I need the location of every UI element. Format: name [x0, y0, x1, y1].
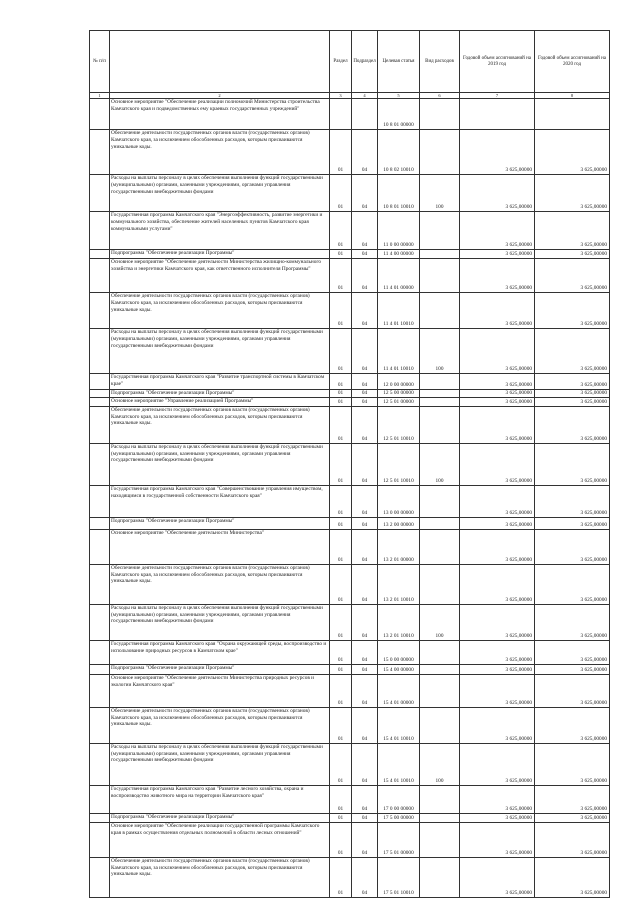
expense-type-cell: 100: [420, 743, 460, 785]
row-description: Основное мероприятие "Управление реализацией Программы": [110, 397, 330, 406]
amount-2020-cell: 3 625,00000: [535, 397, 610, 406]
amount-2020-cell: 3 625,00000: [535, 212, 610, 250]
amount-2019-cell: 3 625,00000: [460, 390, 535, 398]
target-article-cell: 10 8 01 00000: [378, 99, 420, 130]
row-description: Обеспечение деятельности государственных органов власти (государственных органов) Камчатского края, за исключением обособленных расходов, которым присваиваются уникальные коды.: [110, 406, 330, 443]
amount-2020-cell: [535, 99, 610, 130]
amount-2019-cell: 3 625,00000: [460, 664, 535, 674]
row-number-cell: [90, 664, 110, 674]
header-section: Раздел: [330, 31, 352, 93]
table-row: [90, 857, 610, 897]
row-description: Подпрограмма "Обеспечение реализации Программы": [110, 390, 330, 398]
index-cell: 4: [352, 93, 378, 99]
row-description: Основное мероприятие "Обеспечение деятельности Министерства природных ресурсов и экологии Камчатского края": [110, 674, 330, 707]
amount-2020-cell: 3 625,00000: [535, 564, 610, 604]
header-subsection: Подраздел: [352, 31, 378, 93]
amount-2019-cell: 3 625,00000: [460, 293, 535, 329]
amount-2019-cell: 3 625,00000: [460, 259, 535, 293]
amount-2019-cell: 3 625,00000: [460, 397, 535, 406]
amount-2019-cell: 3 625,00000: [460, 743, 535, 785]
subsection-cell: 04: [352, 604, 378, 640]
amount-2019-cell: [460, 99, 535, 130]
expense-type-cell: [420, 822, 460, 857]
row-number-cell: [90, 99, 110, 130]
expense-type-cell: [420, 374, 460, 390]
amount-2019-cell: 3 625,00000: [460, 130, 535, 175]
amount-2019-cell: 3 625,00000: [460, 604, 535, 640]
subsection-cell: 04: [352, 822, 378, 857]
table-row: [90, 329, 610, 374]
target-article-cell: 15 4 01 10010: [378, 707, 420, 743]
subsection-cell: 04: [352, 250, 378, 259]
amount-2020-cell: 3 625,00000: [535, 485, 610, 517]
target-article-cell: 13 2 01 10010: [378, 604, 420, 640]
table-row: [90, 640, 610, 664]
target-article-cell: 17 5 01 10010: [378, 857, 420, 897]
row-description: Основное мероприятие "Обеспечение деятельности Министерства жилищно-коммунального хозяйства и энергетики Камчатского края, как ответственного исполнителя Программы": [110, 259, 330, 293]
section-cell: 01: [330, 674, 352, 707]
target-article-cell: 13 0 00 00000: [378, 485, 420, 517]
amount-2019-cell: 3 625,00000: [460, 857, 535, 897]
table-row: [90, 390, 610, 398]
amount-2019-cell: 3 625,00000: [460, 212, 535, 250]
amount-2020-cell: 3 625,00000: [535, 390, 610, 398]
subsection-cell: 04: [352, 674, 378, 707]
amount-2019-cell: 3 625,00000: [460, 707, 535, 743]
table-row: [90, 664, 610, 674]
target-article-cell: 12 0 00 00000: [378, 374, 420, 390]
expense-type-cell: [420, 640, 460, 664]
amount-2019-cell: 3 625,00000: [460, 485, 535, 517]
target-article-cell: 11 4 00 00000: [378, 250, 420, 259]
row-description: Подпрограмма "Обеспечение реализации Программы": [110, 250, 330, 259]
section-cell: 01: [330, 443, 352, 485]
target-article-cell: 11 4 01 00000: [378, 259, 420, 293]
table-row: [90, 529, 610, 564]
amount-2019-cell: 3 625,00000: [460, 374, 535, 390]
row-description: Государственная программа Камчатского края "Энергоэффективность, развитие энергетики и коммунального хозяйства, обеспечение жителей населенных пунктов Камчатского края коммунальными услугами": [110, 212, 330, 250]
table-row: [90, 564, 610, 604]
amount-2019-cell: 3 625,00000: [460, 329, 535, 374]
row-number-cell: [90, 604, 110, 640]
target-article-cell: 12 5 01 10010: [378, 406, 420, 443]
index-cell: 8: [535, 93, 610, 99]
subsection-cell: 04: [352, 529, 378, 564]
section-cell: 01: [330, 250, 352, 259]
section-cell: 01: [330, 329, 352, 374]
row-number-cell: [90, 175, 110, 212]
target-article-cell: 15 4 01 00000: [378, 674, 420, 707]
amount-2020-cell: 3 625,00000: [535, 707, 610, 743]
amount-2019-cell: 3 625,00000: [460, 640, 535, 664]
target-article-cell: 10 8 02 10010: [378, 130, 420, 175]
table-row: [90, 822, 610, 857]
subsection-cell: 04: [352, 130, 378, 175]
section-cell: 01: [330, 175, 352, 212]
section-cell: 01: [330, 374, 352, 390]
amount-2019-cell: 3 625,00000: [460, 785, 535, 813]
row-description: Расходы на выплаты персоналу в целях обеспечения выполнения функций государственными (муниципальными) органами, казенными учреждениями, органами управления государственными внебюджетными фондами: [110, 743, 330, 785]
table-row: [90, 443, 610, 485]
section-cell: 01: [330, 293, 352, 329]
subsection-cell: 04: [352, 374, 378, 390]
amount-2020-cell: 3 625,00000: [535, 443, 610, 485]
amount-2020-cell: 3 625,00000: [535, 664, 610, 674]
table-row: [90, 99, 610, 130]
amount-2019-cell: 3 625,00000: [460, 529, 535, 564]
amount-2020-cell: 3 625,00000: [535, 259, 610, 293]
subsection-cell: 04: [352, 175, 378, 212]
target-article-cell: 11 4 01 10010: [378, 329, 420, 374]
subsection-cell: 04: [352, 443, 378, 485]
header-expense-type: Вид расходов: [420, 31, 460, 93]
table-row: [90, 785, 610, 813]
amount-2020-cell: 3 625,00000: [535, 329, 610, 374]
expense-type-cell: 100: [420, 329, 460, 374]
amount-2020-cell: 3 625,00000: [535, 406, 610, 443]
target-article-cell: 13 2 01 10010: [378, 564, 420, 604]
section-cell: [330, 99, 352, 130]
index-cell: 3: [330, 93, 352, 99]
index-cell: 2: [110, 93, 330, 99]
row-description: Обеспечение деятельности государственных органов власти (государственных органов) Камчатского края, за исключением обособленных расходов, которым присваиваются уникальные коды.: [110, 130, 330, 175]
amount-2020-cell: 3 625,00000: [535, 857, 610, 897]
target-article-cell: 15 0 00 00000: [378, 640, 420, 664]
expense-type-cell: [420, 517, 460, 529]
amount-2020-cell: 3 625,00000: [535, 674, 610, 707]
section-cell: 01: [330, 517, 352, 529]
row-description: Государственная программа Камчатского края "Развитие лесного хозяйства, охрана и воспроизводство животного мира на территории Камчатского края": [110, 785, 330, 813]
target-article-cell: 12 5 00 00000: [378, 390, 420, 398]
table-row: [90, 485, 610, 517]
row-description: Подпрограмма "Обеспечение реализации Программы": [110, 664, 330, 674]
amount-2020-cell: 3 625,00000: [535, 604, 610, 640]
row-number-cell: [90, 707, 110, 743]
expense-type-cell: [420, 813, 460, 822]
section-cell: 01: [330, 604, 352, 640]
target-article-cell: 12 5 01 00000: [378, 397, 420, 406]
section-cell: 01: [330, 130, 352, 175]
row-description: Обеспечение деятельности государственных органов власти (государственных органов) Камчатского края, за исключением обособленных расходов, которым присваиваются уникальные коды.: [110, 857, 330, 897]
row-description: Государственная программа Камчатского края "Совершенствование управления имуществом, находящимся в государственной собственности Камчатского края": [110, 485, 330, 517]
target-article-cell: 17 0 00 00000: [378, 785, 420, 813]
expense-type-cell: [420, 130, 460, 175]
table-row: [90, 259, 610, 293]
row-number-cell: [90, 517, 110, 529]
header-target: Целевая статья: [378, 31, 420, 93]
row-number-cell: [90, 529, 110, 564]
row-number-cell: [90, 259, 110, 293]
amount-2020-cell: 3 625,00000: [535, 743, 610, 785]
subsection-cell: 04: [352, 259, 378, 293]
amount-2019-cell: 3 625,00000: [460, 813, 535, 822]
amount-2019-cell: 3 625,00000: [460, 250, 535, 259]
table-row: [90, 707, 610, 743]
row-number-cell: [90, 390, 110, 398]
subsection-cell: 04: [352, 813, 378, 822]
amount-2020-cell: 3 625,00000: [535, 785, 610, 813]
section-cell: 01: [330, 664, 352, 674]
subsection-cell: 04: [352, 406, 378, 443]
row-description: Обеспечение деятельности государственных органов власти (государственных органов) Камчатского края, за исключением обособленных расходов, которым присваиваются уникальные коды.: [110, 293, 330, 329]
target-article-cell: 15 4 01 10010: [378, 743, 420, 785]
row-description: Расходы на выплаты персоналу в целях обеспечения выполнения функций государственными (муниципальными) органами, казенными учреждениями, органами управления государственными внебюджетными фондами: [110, 604, 330, 640]
section-cell: 01: [330, 822, 352, 857]
row-number-cell: [90, 813, 110, 822]
expense-type-cell: 100: [420, 175, 460, 212]
row-description: Государственная программа Камчатского края "Охрана окружающей среды, воспроизводство и использование природных ресурсов в Камчатском крае": [110, 640, 330, 664]
row-description: Обеспечение деятельности государственных органов власти (государственных органов) Камчатского края, за исключением обособленных расходов, которым присваиваются уникальные коды.: [110, 707, 330, 743]
row-number-cell: [90, 293, 110, 329]
header-no: № п/п: [90, 31, 110, 93]
row-number-cell: [90, 250, 110, 259]
section-cell: 01: [330, 785, 352, 813]
subsection-cell: 04: [352, 212, 378, 250]
section-cell: 01: [330, 397, 352, 406]
row-description: Основное мероприятие "Обеспечение реализации полномочий Министерства строительства Камчатского края и подведомственных ему краевых государственных учреждений": [110, 99, 330, 130]
expense-type-cell: [420, 293, 460, 329]
section-cell: 01: [330, 743, 352, 785]
amount-2019-cell: 3 625,00000: [460, 674, 535, 707]
amount-2019-cell: 3 625,00000: [460, 406, 535, 443]
subsection-cell: 04: [352, 664, 378, 674]
subsection-cell: 04: [352, 640, 378, 664]
row-number-cell: [90, 822, 110, 857]
row-number-cell: [90, 406, 110, 443]
section-cell: 01: [330, 259, 352, 293]
amount-2019-cell: 3 625,00000: [460, 175, 535, 212]
row-number-cell: [90, 130, 110, 175]
section-cell: 01: [330, 564, 352, 604]
target-article-cell: 17 5 01 00000: [378, 822, 420, 857]
subsection-cell: 04: [352, 564, 378, 604]
table-row: [90, 250, 610, 259]
expense-type-cell: [420, 397, 460, 406]
row-description: Подпрограмма "Обеспечение реализации Программы": [110, 813, 330, 822]
row-number-cell: [90, 785, 110, 813]
expense-type-cell: [420, 674, 460, 707]
amount-2020-cell: 3 625,00000: [535, 640, 610, 664]
table-row: [90, 406, 610, 443]
index-cell: 5: [378, 93, 420, 99]
expense-type-cell: [420, 406, 460, 443]
section-cell: 01: [330, 390, 352, 398]
section-cell: 01: [330, 406, 352, 443]
amount-2020-cell: 3 625,00000: [535, 822, 610, 857]
table-row: [90, 175, 610, 212]
table-row: [90, 374, 610, 390]
row-number-cell: [90, 857, 110, 897]
row-number-cell: [90, 329, 110, 374]
row-number-cell: [90, 674, 110, 707]
target-article-cell: 11 4 01 10010: [378, 293, 420, 329]
amount-2020-cell: 3 625,00000: [535, 529, 610, 564]
amount-2019-cell: 3 625,00000: [460, 517, 535, 529]
subsection-cell: 04: [352, 329, 378, 374]
table-row: [90, 813, 610, 822]
amount-2019-cell: 3 625,00000: [460, 443, 535, 485]
row-number-cell: [90, 564, 110, 604]
expense-type-cell: 100: [420, 443, 460, 485]
table-row: [90, 212, 610, 250]
subsection-cell: 04: [352, 517, 378, 529]
header-name: [110, 31, 330, 93]
row-number-cell: [90, 485, 110, 517]
row-description: Обеспечение деятельности государственных органов власти (государственных органов) Камчатского края, за исключением обособленных расходов, которым присваиваются уникальные коды.: [110, 564, 330, 604]
expense-type-cell: [420, 857, 460, 897]
subsection-cell: 04: [352, 397, 378, 406]
subsection-cell: 04: [352, 485, 378, 517]
expense-type-cell: [420, 785, 460, 813]
target-article-cell: 17 5 00 00000: [378, 813, 420, 822]
section-cell: 01: [330, 529, 352, 564]
row-number-cell: [90, 640, 110, 664]
target-article-cell: 13 2 01 00000: [378, 529, 420, 564]
section-cell: 01: [330, 707, 352, 743]
target-article-cell: 10 8 01 10010: [378, 175, 420, 212]
amount-2020-cell: 3 625,00000: [535, 250, 610, 259]
target-article-cell: 11 0 00 00000: [378, 212, 420, 250]
amount-2019-cell: 3 625,00000: [460, 564, 535, 604]
table-row: [90, 743, 610, 785]
target-article-cell: 15 4 00 00000: [378, 664, 420, 674]
expense-type-cell: [420, 664, 460, 674]
amount-2019-cell: 3 625,00000: [460, 822, 535, 857]
expense-type-cell: 100: [420, 604, 460, 640]
section-cell: 01: [330, 640, 352, 664]
amount-2020-cell: 3 625,00000: [535, 175, 610, 212]
row-description: Подпрограмма "Обеспечение реализации Программы": [110, 517, 330, 529]
table-row: [90, 517, 610, 529]
section-cell: 01: [330, 485, 352, 517]
subsection-cell: 04: [352, 390, 378, 398]
subsection-cell: 04: [352, 785, 378, 813]
header-vol2019: Годовой объем ассигнований на 2019 год: [460, 31, 535, 93]
target-article-cell: 12 5 01 10010: [378, 443, 420, 485]
budget-table: [89, 30, 610, 898]
expense-type-cell: [420, 259, 460, 293]
header-row: [90, 31, 610, 93]
subsection-cell: 04: [352, 743, 378, 785]
row-description: Государственная программа Камчатского края "Развитие транспортной системы в Камчатском крае": [110, 374, 330, 390]
header-vol2020: Годовой объем ассигнований на 2020 год: [535, 31, 610, 93]
subsection-cell: 04: [352, 857, 378, 897]
amount-2020-cell: 3 625,00000: [535, 293, 610, 329]
section-cell: 01: [330, 857, 352, 897]
index-cell: 1: [90, 93, 110, 99]
table-row: [90, 397, 610, 406]
row-description: Расходы на выплаты персоналу в целях обеспечения выполнения функций государственными (муниципальными) органами, казенными учреждениями, органами управления государственными внебюджетными фондами: [110, 175, 330, 212]
expense-type-cell: [420, 99, 460, 130]
section-cell: 01: [330, 212, 352, 250]
subsection-cell: [352, 99, 378, 130]
expense-type-cell: [420, 485, 460, 517]
row-number-cell: [90, 443, 110, 485]
expense-type-cell: [420, 564, 460, 604]
subsection-cell: 04: [352, 293, 378, 329]
subsection-cell: 04: [352, 707, 378, 743]
table-row: [90, 293, 610, 329]
row-number-cell: [90, 212, 110, 250]
amount-2020-cell: 3 625,00000: [535, 130, 610, 175]
table-row: [90, 130, 610, 175]
expense-type-cell: [420, 390, 460, 398]
amount-2020-cell: 3 625,00000: [535, 374, 610, 390]
amount-2020-cell: 3 625,00000: [535, 517, 610, 529]
row-description: Расходы на выплаты персоналу в целях обеспечения выполнения функций государственными (муниципальными) органами, казенными учреждениями, органами управления государственными внебюджетными фондами: [110, 329, 330, 374]
row-description: Основное мероприятие "Обеспечение деятельности Министерства": [110, 529, 330, 564]
expense-type-cell: [420, 250, 460, 259]
expense-type-cell: [420, 707, 460, 743]
table-row: [90, 604, 610, 640]
row-description: Расходы на выплаты персоналу в целях обеспечения выполнения функций государственными (муниципальными) органами, казенными учреждениями, органами управления государственными внебюджетными фондами: [110, 443, 330, 485]
index-cell: 7: [460, 93, 535, 99]
section-cell: 01: [330, 813, 352, 822]
row-number-cell: [90, 743, 110, 785]
expense-type-cell: [420, 212, 460, 250]
table-row: [90, 674, 610, 707]
target-article-cell: 13 2 00 00000: [378, 517, 420, 529]
index-cell: 6: [420, 93, 460, 99]
expense-type-cell: [420, 529, 460, 564]
amount-2020-cell: 3 625,00000: [535, 813, 610, 822]
row-description: Основное мероприятие "Обеспечение реализации государственной программы Камчатского края в рамках осуществления отдельных полномочий в области лесных отношений": [110, 822, 330, 857]
row-number-cell: [90, 397, 110, 406]
row-number-cell: [90, 374, 110, 390]
